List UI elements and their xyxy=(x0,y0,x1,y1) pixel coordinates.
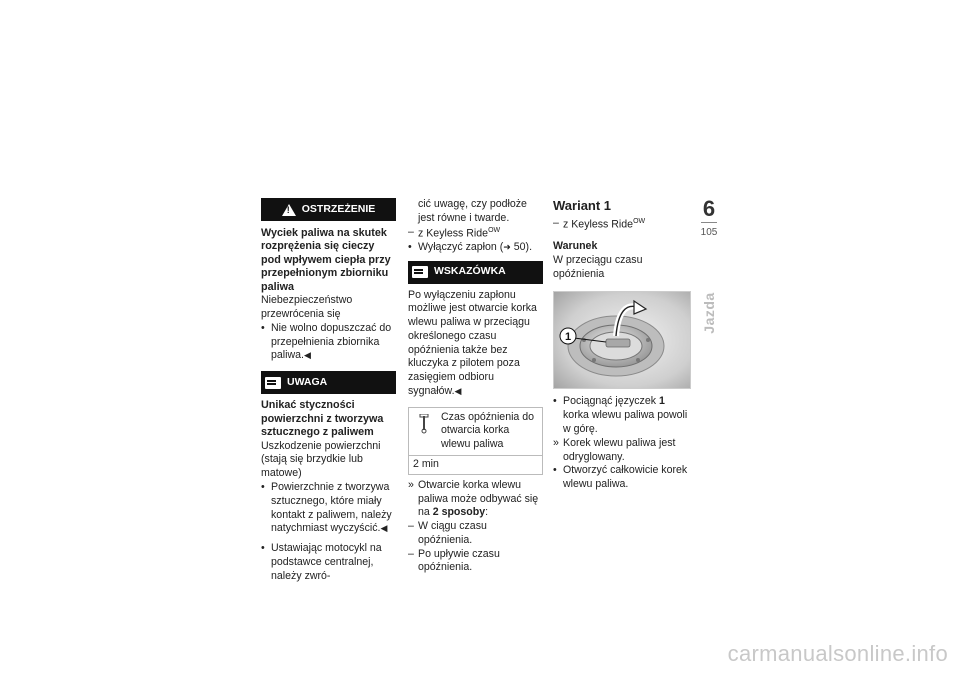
end-mark-icon: ◀ xyxy=(454,385,462,396)
caution-damage: Uszkodzenie powierzchni (stają się brzydkie lub matowe) xyxy=(261,439,381,480)
spec-label: Czas opóźnienia do otwarcia korka wlewu paliwa xyxy=(441,410,535,451)
warning-title: Wyciek paliwa na skutek rozprężenia się cieczy pod wpływem ciepła przy przepełnionym zbiorniku paliwa xyxy=(261,227,391,293)
bullet-mark: • xyxy=(408,240,412,253)
pull-tab-step: • Pociągnąć języczek 1 korka wlewu paliwa powoli w górę. xyxy=(553,395,688,436)
warning-bullet xyxy=(261,322,396,363)
pull-tab-number: 1 xyxy=(658,395,665,408)
caution-bullet xyxy=(261,481,396,536)
unlocked-result-text: Korek wlewu paliwa jest odryglowany. xyxy=(563,436,676,463)
note-text: Po wyłączeniu zapłonu możliwe jest otwarcie korka wlewu paliwa w przeciągu określonego czasu opóźnienia także bez kluczyka z pilotem poza zasięgiem odbioru sygnałów.◀ xyxy=(408,288,537,397)
dash-item-2 xyxy=(408,548,543,576)
column-1 xyxy=(261,198,396,583)
dash-mark: – xyxy=(408,520,414,533)
ignition-text: Wyłączyć zapłon ( xyxy=(418,240,504,253)
continued-text: cić uwagę, czy podłoże jest równe i twarde. xyxy=(418,198,527,224)
note-hand-icon xyxy=(412,266,428,278)
open-cap-step xyxy=(553,464,689,492)
fuel-cap-illustration xyxy=(554,292,690,388)
result-bold: 2 sposoby xyxy=(432,506,486,519)
bullet-mark: • xyxy=(261,542,265,555)
bullet-mark: • xyxy=(553,395,557,408)
continued-step xyxy=(408,198,543,226)
spec-box xyxy=(408,407,543,475)
ow-superscript: OW xyxy=(488,226,501,234)
wrench-spec-icon xyxy=(419,414,429,434)
caution-hand-icon xyxy=(265,377,281,389)
warning-header xyxy=(261,198,396,221)
page-number: 105 xyxy=(700,227,718,238)
end-mark-icon: ◀ xyxy=(303,350,311,361)
warning-header-label: OSTRZEŻENIE xyxy=(301,202,376,215)
dash-mark: – xyxy=(408,547,414,560)
keyless-text: z Keyless Ride xyxy=(418,227,489,240)
caution-header xyxy=(261,371,396,394)
variant-title: Wariant 1 xyxy=(553,198,612,213)
fuel-cap-photo xyxy=(553,291,691,389)
result-step: » Otwarcie korka wlewu paliwa może odbywać się na 2 sposoby: xyxy=(408,478,539,519)
result-mark: » xyxy=(553,436,559,449)
chapter-name-label: Jazda xyxy=(700,292,717,334)
warning-danger: Niebezpieczeństwo przewrócenia się xyxy=(261,294,353,321)
unlocked-result xyxy=(553,437,689,465)
caution-title: Unikać styczności powierzchni z tworzywa sztucznego z paliwem xyxy=(261,399,384,439)
keyless-text: z Keyless Ride xyxy=(563,218,634,231)
result-mark: » xyxy=(408,478,414,491)
end-mark-icon: ◀ xyxy=(380,523,388,534)
keyless-option xyxy=(408,226,543,241)
condition-text: W przeciągu czasu opóźnienia xyxy=(553,253,643,280)
reference-arrow-icon: ➜ xyxy=(503,241,511,252)
dash-mark: – xyxy=(553,216,559,229)
chapter-number: 6 xyxy=(702,196,716,221)
ignition-ref: 50). xyxy=(510,240,533,253)
result-text: Otwarcie korka wlewu paliwa może odbywać się na xyxy=(418,478,539,519)
dash-item-2-text: Po upływie czasu opóźnienia. xyxy=(418,547,500,574)
note-header xyxy=(408,261,543,284)
spec-value: 2 min xyxy=(409,455,542,474)
step-bullet-text: Ustawiając motocykl na podstawce centralnej, należy zwró- xyxy=(271,542,382,582)
step-bullet xyxy=(261,542,396,583)
keyless-option xyxy=(553,217,689,232)
bullet-mark: • xyxy=(553,464,557,477)
ow-superscript: OW xyxy=(633,217,646,225)
caution-header-label: UWAGA xyxy=(287,375,328,388)
condition-label: Warunek xyxy=(553,240,598,253)
dash-item-1-text: W ciągu czasu opóźnienia. xyxy=(418,520,487,546)
warning-bullet-text: Nie wolno dopuszczać do przepełnienia zbiornika paliwa. xyxy=(271,321,392,362)
chapter-name xyxy=(699,283,719,343)
column-3 xyxy=(553,198,689,492)
dash-item-1 xyxy=(408,520,543,548)
ignition-step xyxy=(408,241,543,255)
watermark: carmanualsonline.info xyxy=(727,641,948,667)
figure-callout-1: 1 xyxy=(564,331,572,344)
caution-bullet-text: Powierzchnie z tworzywa sztucznego, które miały kontakt z paliwem, należy natychmiast wyczyścić. xyxy=(271,481,392,535)
open-cap-text: Otworzyć całkowicie korek wlewu paliwa. xyxy=(563,464,688,491)
dash-mark: – xyxy=(408,225,414,238)
chapter-divider xyxy=(701,222,717,223)
warning-triangle-icon xyxy=(282,204,296,216)
column-2 xyxy=(408,198,543,575)
bullet-mark: • xyxy=(261,321,265,334)
bullet-mark: • xyxy=(261,481,265,493)
note-header-label: WSKAZÓWKA xyxy=(434,265,506,278)
